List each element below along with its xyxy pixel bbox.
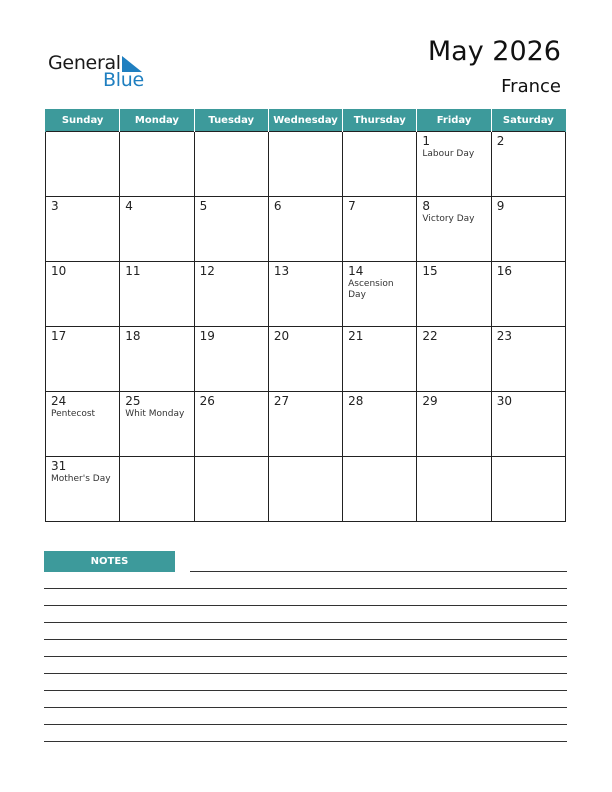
day-cell bbox=[491, 132, 565, 197]
note-line bbox=[190, 571, 567, 572]
note-line bbox=[44, 605, 567, 606]
week-row bbox=[46, 392, 566, 457]
day-number: 30 bbox=[496, 394, 512, 408]
day-cell bbox=[417, 132, 491, 197]
note-line bbox=[44, 639, 567, 640]
note-line bbox=[44, 690, 567, 691]
week-row bbox=[46, 262, 566, 327]
weekday-header: Thursday bbox=[343, 109, 417, 132]
day-number: 16 bbox=[496, 264, 512, 278]
day-cell bbox=[417, 392, 491, 457]
day-cell bbox=[194, 392, 268, 457]
day-cell bbox=[417, 262, 491, 327]
day-cell bbox=[46, 262, 120, 327]
day-cell bbox=[343, 197, 417, 262]
day-cell bbox=[194, 262, 268, 327]
day-cell bbox=[417, 457, 491, 522]
day-cell bbox=[120, 197, 194, 262]
holiday-label: Pentecost bbox=[51, 409, 96, 419]
day-number: 20 bbox=[273, 329, 290, 343]
day-cell bbox=[268, 197, 342, 262]
weekday-header: Sunday bbox=[46, 109, 120, 132]
day-cell bbox=[120, 132, 194, 197]
weekday-header: Monday bbox=[120, 109, 194, 132]
day-cell bbox=[120, 262, 194, 327]
note-line bbox=[44, 741, 567, 742]
logo-text-general: General bbox=[48, 52, 121, 74]
holiday-label: Labour Day bbox=[422, 149, 475, 159]
country-subtitle: France bbox=[501, 76, 561, 97]
day-cell bbox=[120, 327, 194, 392]
day-number: 7 bbox=[348, 199, 356, 213]
day-number: 23 bbox=[496, 329, 512, 343]
calendar-grid bbox=[45, 109, 566, 522]
week-row bbox=[46, 457, 566, 522]
day-cell bbox=[194, 197, 268, 262]
day-number: 21 bbox=[348, 329, 364, 343]
weekday-header: Saturday bbox=[491, 109, 565, 132]
day-cell bbox=[120, 392, 194, 457]
day-number: 17 bbox=[51, 329, 67, 343]
holiday-label: Mother's Day bbox=[51, 474, 111, 484]
day-number: 15 bbox=[422, 264, 438, 278]
day-cell bbox=[268, 327, 342, 392]
day-cell bbox=[491, 457, 565, 522]
day-number: 28 bbox=[348, 394, 364, 408]
logo bbox=[48, 52, 158, 92]
note-line bbox=[44, 622, 567, 623]
day-cell bbox=[46, 197, 120, 262]
day-number: 31 bbox=[51, 459, 67, 473]
day-cell bbox=[491, 197, 565, 262]
day-cell bbox=[343, 457, 417, 522]
day-cell bbox=[46, 392, 120, 457]
day-number: 18 bbox=[125, 329, 141, 343]
day-number: 19 bbox=[199, 329, 215, 343]
note-line bbox=[44, 673, 567, 674]
day-cell bbox=[194, 327, 268, 392]
day-number: 8 bbox=[422, 199, 431, 213]
logo-text-blue: Blue bbox=[103, 69, 144, 91]
day-number: 9 bbox=[496, 199, 505, 213]
holiday-label: Ascension Day bbox=[348, 279, 394, 300]
note-line bbox=[44, 707, 567, 708]
day-cell bbox=[194, 457, 268, 522]
day-number: 13 bbox=[273, 264, 290, 278]
day-number: 14 bbox=[348, 264, 364, 278]
day-number: 25 bbox=[125, 394, 141, 408]
day-cell bbox=[343, 262, 417, 327]
notes-label: NOTES bbox=[44, 551, 175, 572]
day-cell bbox=[343, 327, 417, 392]
day-number: 3 bbox=[51, 199, 59, 213]
week-row bbox=[46, 197, 566, 262]
holiday-label: Victory Day bbox=[422, 214, 475, 224]
day-cell bbox=[268, 132, 342, 197]
day-number: 10 bbox=[51, 264, 67, 278]
day-number: 2 bbox=[496, 134, 505, 148]
day-cell bbox=[268, 457, 342, 522]
day-cell bbox=[46, 132, 120, 197]
day-number: 6 bbox=[273, 199, 282, 213]
weekday-header: Friday bbox=[417, 109, 491, 132]
day-cell bbox=[46, 457, 120, 522]
weekday-header: Wednesday bbox=[268, 109, 342, 132]
day-cell bbox=[268, 262, 342, 327]
day-number: 22 bbox=[422, 329, 438, 343]
day-number: 11 bbox=[125, 264, 141, 278]
weekday-header: Tuesday bbox=[194, 109, 268, 132]
day-cell bbox=[46, 327, 120, 392]
day-cell bbox=[343, 132, 417, 197]
weekday-header-row bbox=[46, 109, 566, 132]
day-cell bbox=[417, 197, 491, 262]
day-number: 1 bbox=[422, 134, 431, 148]
week-row bbox=[46, 132, 566, 197]
page-title: May 2026 bbox=[427, 36, 561, 67]
day-number: 24 bbox=[51, 394, 67, 408]
note-line bbox=[44, 588, 567, 589]
note-line bbox=[44, 656, 567, 657]
day-cell bbox=[491, 262, 565, 327]
day-cell bbox=[491, 392, 565, 457]
day-cell bbox=[491, 327, 565, 392]
day-cell bbox=[417, 327, 491, 392]
week-row bbox=[46, 327, 566, 392]
day-number: 12 bbox=[199, 264, 215, 278]
day-cell bbox=[194, 132, 268, 197]
note-line bbox=[44, 724, 567, 725]
day-number: 26 bbox=[199, 394, 215, 408]
day-number: 29 bbox=[422, 394, 438, 408]
day-number: 27 bbox=[273, 394, 290, 408]
day-cell bbox=[268, 392, 342, 457]
day-number: 4 bbox=[125, 199, 133, 213]
day-cell bbox=[120, 457, 194, 522]
holiday-label: Whit Monday bbox=[125, 409, 185, 419]
day-number: 5 bbox=[199, 199, 208, 213]
day-cell bbox=[343, 392, 417, 457]
